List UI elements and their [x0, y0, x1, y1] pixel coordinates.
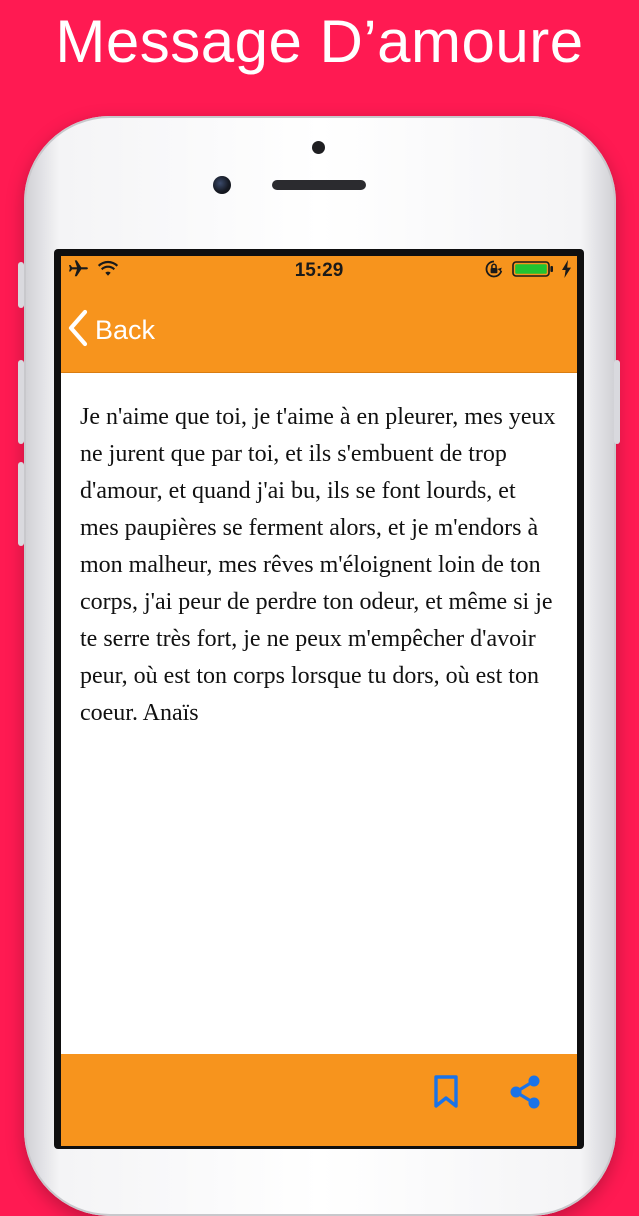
back-button-label: Back: [95, 315, 156, 345]
bottom-toolbar: [61, 1054, 577, 1146]
promo-title: Message D’amoure: [55, 8, 584, 75]
phone-front-camera: [213, 176, 231, 194]
phone-side-button-power: [614, 360, 620, 444]
status-right-group: [484, 261, 571, 281]
share-icon: [508, 1073, 542, 1116]
phone-proximity-sensor: [312, 141, 325, 154]
charging-icon: [562, 260, 571, 283]
status-time: 15:29: [294, 260, 344, 281]
battery-icon: [512, 260, 554, 283]
navigation-bar: [61, 286, 577, 373]
phone-side-button-volume-down: [18, 462, 24, 546]
phone-side-button-mute: [18, 262, 24, 308]
app-screen: [61, 256, 577, 1146]
phone-earpiece-speaker: [272, 180, 366, 190]
back-button[interactable]: [67, 308, 155, 352]
bookmark-button[interactable]: [426, 1072, 466, 1116]
status-bar: [61, 256, 577, 286]
rotation-lock-icon: [484, 259, 504, 284]
message-scroll-area[interactable]: [61, 373, 577, 1053]
bookmark-icon: [432, 1074, 460, 1115]
phone-side-button-volume-up: [18, 360, 24, 444]
message-text: Je n'aime que toi, je t'aime à en pleurer, mes yeux ne jurent que par toi, et ils s'embuent de trop d'amour, et quand j'ai bu, ils se font lourds, et mes paupières se ferment alors, et je m'endors à mon malheur, mes rêves m'éloignent loin de ton corps, j'ai peur de perdre ton odeur, et même si je te serre très fort, je ne peux m'empêcher d'avoir peur, où est ton corps lorsque tu dors, où est ton coeur. Anaïs: [80, 404, 556, 726]
chevron-left-icon: [67, 309, 89, 352]
share-button[interactable]: [505, 1072, 545, 1116]
